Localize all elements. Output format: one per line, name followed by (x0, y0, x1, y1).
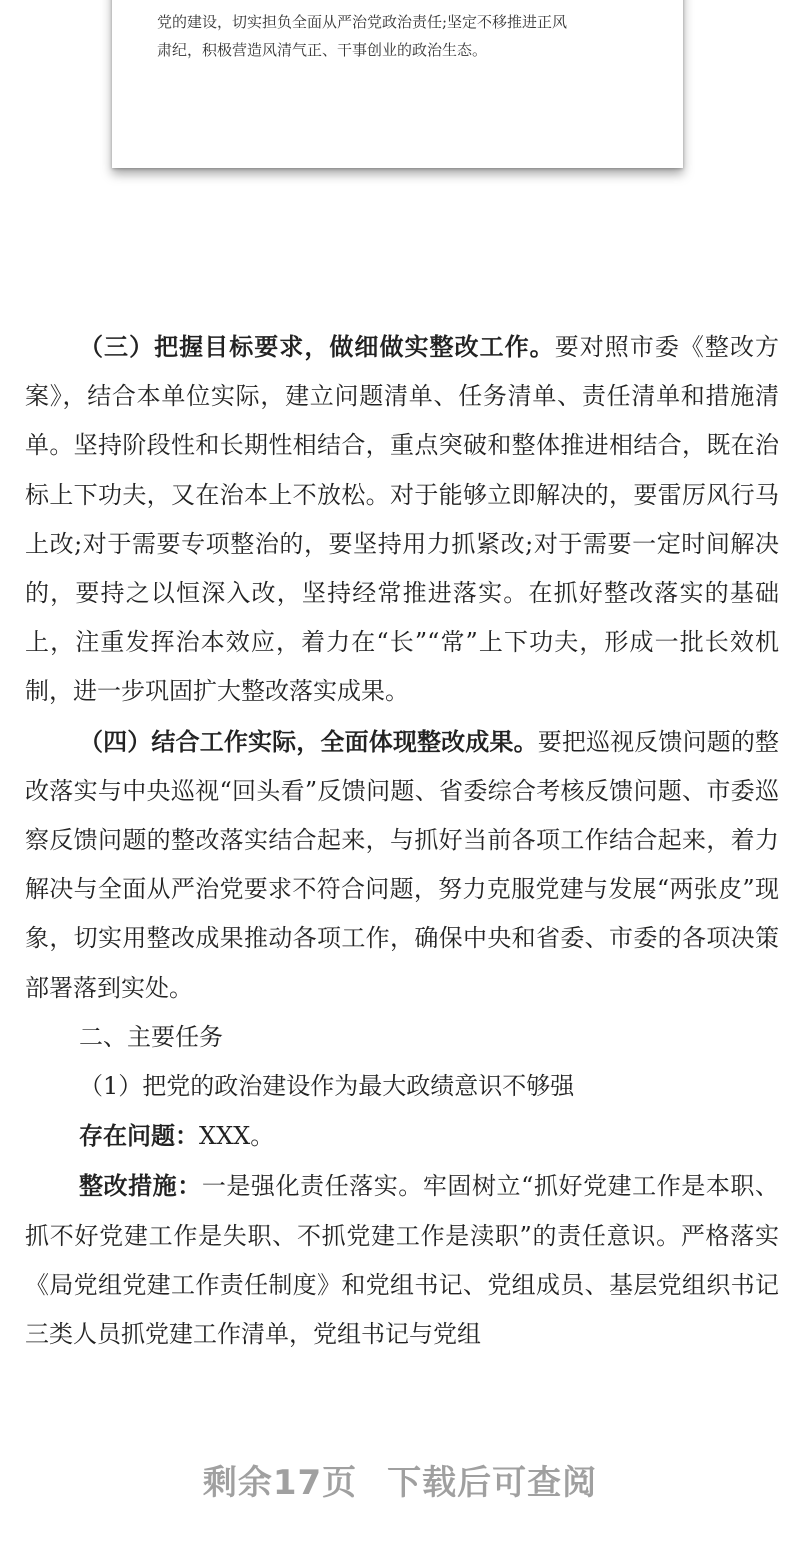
section-4-body: 要把巡视反馈问题的整改落实与中央巡视“回头看”反馈问题、省委综合考核反馈问题、市委巡察反馈问题的整改落实结合起来，与抓好当前各项工作结合起来，着力解决与全面从严治党要求不符合问题，努力克服党建与发展“两张皮”现象，切实用整改成果推动各项工作，确保中央和省委、市委的各项决策部署落到实处。 (25, 727, 780, 1002)
document-preview-card (112, 0, 683, 168)
task-1-title: （1）把党的政治建设作为最大政绩意识不够强 (79, 1072, 575, 1101)
document-body (25, 322, 779, 1359)
measures-paragraph (25, 1161, 779, 1359)
section-4-paragraph (25, 717, 779, 1013)
measures-body: 一是强化责任落实。牢固树立“抓好党建工作是本职、抓不好党建工作是失职、不抓党建工作是渎职”的责任意识。严格落实《局党组党建工作责任制度》和党组书记、党组成员、基层党组织书记三类人员抓党建工作清单，党组书记与党组 (25, 1172, 779, 1349)
issue-label: 存在问题： (79, 1121, 199, 1151)
download-prompt[interactable] (0, 1455, 800, 1504)
section-4-heading: （四）结合工作实际，全面体现整改成果。 (79, 726, 538, 756)
preview-line: 党的建设，切实担负全面从严治党政治责任;坚定不移推进正风 (157, 13, 568, 31)
section-3-heading: （三）把握目标要求，做细做实整改工作。 (79, 332, 555, 361)
download-to-view-text: 下载后可查阅 (387, 1463, 598, 1503)
main-tasks-heading: 二、主要任务 (79, 1022, 223, 1051)
section-3-body: 要对照市委《整改方案》，结合本单位实际，建立问题清单、任务清单、责任清单和措施清单。坚持阶段性和长期性相结合，重点突破和整体推进相结合，既在治标上下功夫，又在治本上不放松。对于能够立即解决的，要雷厉风行马上改;对于需要专项整治的，要坚持用力抓紧改;对于需要一定时间解决的，要持之以恒深入改，坚持经常推进落实。在抓好整改落实的基础上，注重发挥治本效应，着力在“长”“常”上下功夫，形成一批长效机制，进一步巩固扩大整改落实成果。 (25, 333, 779, 706)
preview-text (157, 8, 657, 64)
issue-paragraph (25, 1111, 779, 1161)
remaining-pages-text: 剩余17页 (202, 1463, 358, 1503)
preview-line: 肃纪，积极营造风清气正、干事创业的政治生态。 (157, 41, 488, 59)
section-3-paragraph (25, 322, 779, 717)
measures-label: 整改措施： (79, 1171, 202, 1201)
issue-value: XXX。 (199, 1122, 275, 1151)
